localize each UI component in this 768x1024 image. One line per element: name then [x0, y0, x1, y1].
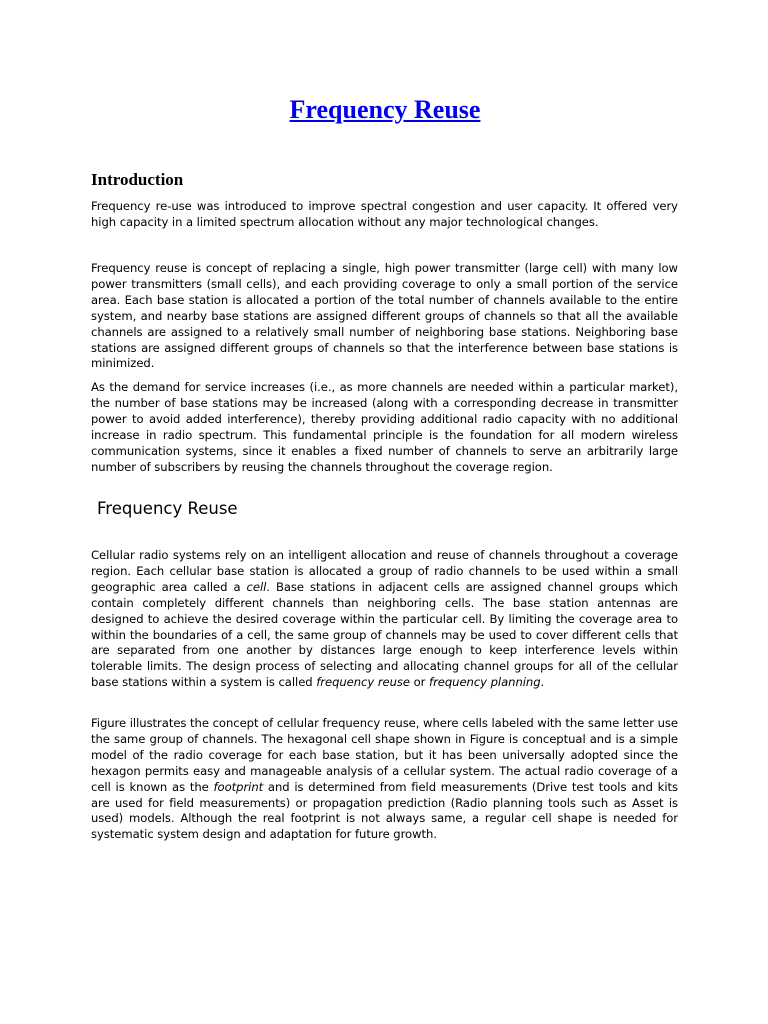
term-frequency-reuse: frequency reuse: [316, 675, 410, 690]
term-cell: cell: [246, 579, 267, 594]
intro-paragraph-3: As the demand for service increases (i.e., as more channels are needed within a particular market), the number of base stations may be increased (along with a corresponding decrease in transmitter power to avoid added interference), thereby providing additional radio capacity with no additional increase in radio spectrum. This fundamental principle is the foundation for all modern wireless communication systems, since it enables a fixed number of channels to serve an arbitrarily large number of subscribers by reusing the channels throughout the coverage region.: [91, 380, 678, 474]
reuse-paragraph-1: [91, 548, 678, 691]
frequency-reuse-heading: Frequency Reuse: [97, 499, 238, 518]
page-title-link[interactable]: Frequency Reuse: [289, 95, 481, 124]
intro-paragraph-1: Frequency re-use was introduced to improve spectral congestion and user capacity. It offered very high capacity in a limited spectrum allocation without any major technological changes.: [91, 199, 678, 229]
term-frequency-planning: frequency planning: [429, 675, 541, 690]
reuse-p2-text-b: and is determined from field measurements (Drive test tools and kits are used for field measurements) or propagation prediction (Radio planning tools such as Asset is used) models. Although the real footprint is not always same, a regular cell shape is needed for systematic system design and adaptation for future growth.: [91, 779, 678, 842]
reuse-p1-text-a: Cellular radio systems rely on an intelligent allocation and reuse of channels throughout a coverage region. Each cellular base station is allocated a group of radio channels to be used within a small geographic area called a: [91, 548, 678, 594]
term-footprint: footprint: [213, 779, 264, 794]
intro-paragraph-2: Frequency reuse is concept of replacing a single, high power transmitter (large cell) with many low power transmitters (small cells), and each providing coverage to only a small portion of the service area. Each base station is allocated a portion of the total number of channels available to the entire system, and nearby base stations are assigned different groups of channels so that all the available channels are assigned to a relatively small number of neighboring base stations. Neighboring base stations are assigned different groups of channels so that the interference between base stations is minimized.: [91, 261, 678, 371]
reuse-paragraph-2: [91, 716, 678, 843]
introduction-heading: Introduction: [91, 170, 184, 189]
reuse-p1-end: .: [540, 675, 545, 690]
reuse-p2-text-a: Figure illustrates the concept of cellular frequency reuse, where cells labeled with the same letter use the same group of channels. The hexagonal cell shape shown in Figure is conceptual and is a simple model of the radio coverage for each base station, but it has been universally adopted since the hexagon permits easy and manageable analysis of a cellular system. The actual radio coverage of a cell is known as the: [91, 716, 678, 794]
reuse-p1-text-b: . Base stations in adjacent cells are assigned channel groups which contain completely different channels than neighboring cells. The base station antennas are designed to achieve the desired coverage within the particular cell. By limiting the coverage area to within the boundaries of a cell, the same group of channels may be used to cover different cells that are separated from one another by distances large enough to keep interference levels within tolerable limits. The design process of selecting and allocating channel groups for all of the cellular base stations within a system is called: [91, 579, 679, 690]
reuse-p1-or: or: [410, 675, 430, 690]
